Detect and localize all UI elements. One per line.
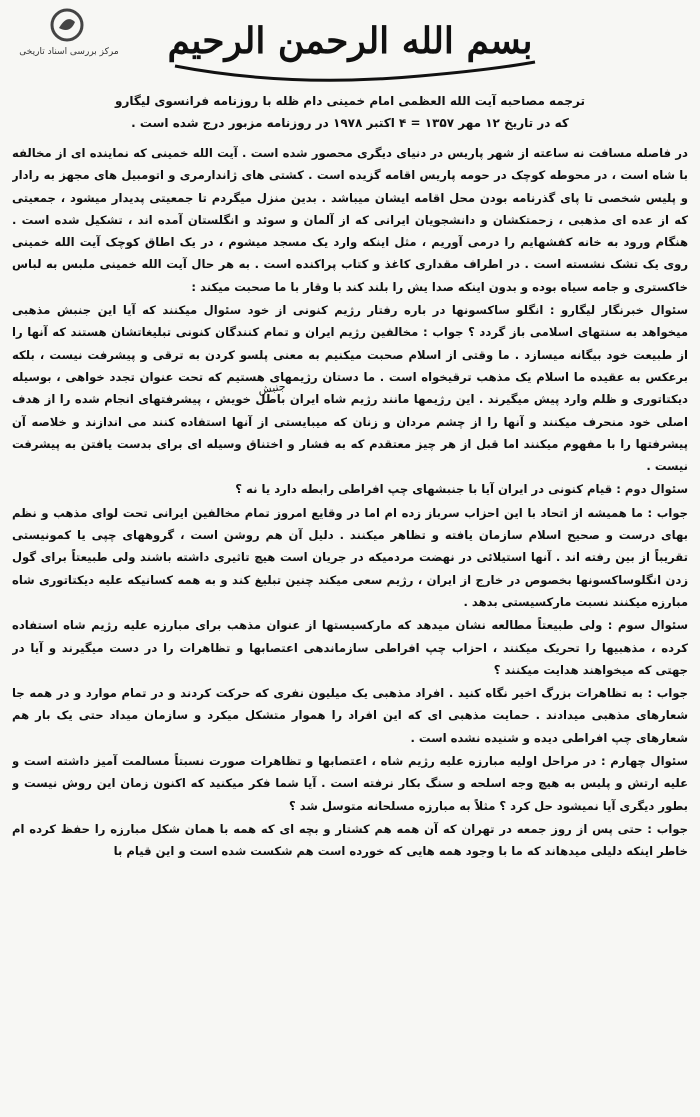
document-header bbox=[40, 90, 660, 134]
archive-logo-icon bbox=[50, 8, 84, 42]
handwritten-margin-note: جنبش bbox=[257, 379, 287, 397]
bismillah-heading: بسم الله الرحمن الرحیم bbox=[167, 20, 533, 62]
question-answer-1: سئوال خبرنگار لیگارو : انگلو ساکسونها در باره رفتار رژیم کنونی از خود سئوال میکنند که آیا این جنبش مذهبی میخواهد به سنتهای اسلامی باز گردد ؟ جواب : مخالفین رژیم ایران و تمام کنندگان کنونی تبلیغاتشان هستند که آنها را از طبیعت خود بیگانه میسازد . ما وقتی از اسلام صحبت میکنیم به معنی پلسو کردن به ترقی و پیشرفت نیست ، بلکه برعکس به عقیده ما اسلام یک مذهب ترقیخواه است . ما دستان رژیمهای هستیم که تحت عنوان تجدد خواهی ، بوسیله دیکتاتوری و ظلم وارد پیش میگیرند . این رژیمها مانند رژیم شاه ایران باطل خویش ، پیشرفتهای انجام شده را از هدف اصلی خود منحرف میکنند و آنها را از چشم مردان و زنان که میبایستی از آنها استفاده کنند می اندازند و خلاصه آن پیشرفتها را با مفهوم میکنند اما قبل از هر چیز معتقدم که به فشار و اختناق وسیله ای برای بدست یافتن به پیشرفت نیست . bbox=[12, 303, 688, 474]
header-line-1: ترجمه مصاحبه آیت الله العظمی امام خمینی دام ظله با روزنامه فرانسوی لیگارو bbox=[115, 94, 585, 108]
archive-logo-text: مرکز بررسی اسناد تاریخی bbox=[19, 47, 119, 57]
question-3: سئوال سوم : ولی طبیعتاً مطالعه نشان میدهد که مارکسیستها از عنوان مذهب برای مبارزه علیه رژیم شاه استفاده کرده ، مذهبیها را تحریک میکنند ، احزاب چپ افراطی سازماندهی اعتصابها و تظاهرات را در دست میگیرند و آیا در جهتی که میخواهند هدایت میکنند ؟ bbox=[12, 618, 688, 677]
archive-logo bbox=[14, 8, 124, 60]
question-4: سئوال چهارم : در مراحل اولیه مبارزه علیه رژیم شاه ، اعتصابها و تظاهرات صورت نسبتاً مسالمت آمیز داشته است و علیه ارتش و پلیس به هیچ وجه اسلحه و سنگ بکار نرفته است . آیا شما فکر میکنید که اکنون زمان این روش نیست و بطور دیگری آیا نمیشود حل کرد ؟ مثلاً به مبارزه مسلحانه متوسل شد ؟ bbox=[12, 754, 688, 813]
header-line-2: که در تاریخ ۱۲ مهر ۱۳۵۷ = ۴ اکتبر ۱۹۷۸ در روزنامه مزبور درج شده است . bbox=[131, 116, 569, 130]
document-body bbox=[12, 142, 688, 1110]
intro-paragraph: در فاصله مسافت نه ساعته از شهر پاریس در دنیای دیگری محصور شده است . آیت الله خمینی که نماینده ای از مخالفه با شاه است ، در محوطه کوچک در حومه پاریس اقامه گزیده است . کشتی های ژاندارمری و اتومبیل های مجهز به رادار و پلیس شخصی تا پای گذرنامه بودن محل اقامه ایشان میباشد . بدین منزل میگردم تا جمعیتی پدیدار میشود ، جمعیتی که از عده ای مذهبی ، زحمتکشان و دانشجویان ایرانی که از آلمان و سوئد و انگلستان آمده اند ، تشکیل شده است . هنگام ورود به خانه کفشهایم را درمی آوریم ، مثل اینکه وارد یک مسجد میشوم ، در یک اطاق کوچک آیت الله خمینی روی یک تشک نشسته است . در اطراف مقداری کاغذ و کتاب پراکنده است . به هر حال آیت الله خمینی ملبس به لباس خاکستری و جامه سیاه بوده و بدون اینکه صدا یش را بلند کند با وقار با ما صحبت میکند : bbox=[12, 146, 688, 294]
answer-3: جواب : به تظاهرات بزرگ اخیر نگاه کنید . افراد مذهبی یک میلیون نفری که حرکت کردند و در تمام موارد و در همه جا شعارهای مذهبی میدادند . حمایت مذهبی ای که این افراد را هموار متشکل میکرد و سازمان میداد حتی یک بار هم شعارهای چپ افراطی دیده و شنیده نشده است . bbox=[12, 686, 688, 745]
answer-4: جواب : حتی پس از روز جمعه در تهران که آن همه هم کشتار و بچه ای که همه با همان شکل مبارزه را حفظ کرده ام خاطر اینکه دلیلی میدهاند که ما با وجود همه هایی که خورده است هم شکست شده است و این قیام با bbox=[12, 821, 688, 859]
calligraphy-swash bbox=[170, 58, 540, 88]
answer-2: جواب : ما همیشه از اتحاد با این احزاب سرباز زده ام اما در وقایع امروز تمام مخالفین ایرانی تحت لوای مذهب و نظم بهای درست و صحیح اسلام سازمان یافته و تظاهر میکنند . دلیل آن هم روشن است ، گروههای چپی یا کمونیستی تقریباً از بین رفته اند . آنها استیلائی در نهضت مردمیکه در جریان است هیچ تاثیری داشته باشند ولی طبیعتاً برای گول زدن انگلوساکسونها بخصوص در خارج از ایران ، رژیم سعی میکند چنین تبلیغ کند و به همه کسانیکه علیه دیکتاتوری شاه مبارزه میکنند نسبت مارکسیستی بدهد . bbox=[12, 505, 688, 609]
question-2: سئوال دوم : قیام کنونی در ایران آیا با جنبشهای چپ افراطی رابطه دارد یا نه ؟ bbox=[235, 482, 688, 497]
